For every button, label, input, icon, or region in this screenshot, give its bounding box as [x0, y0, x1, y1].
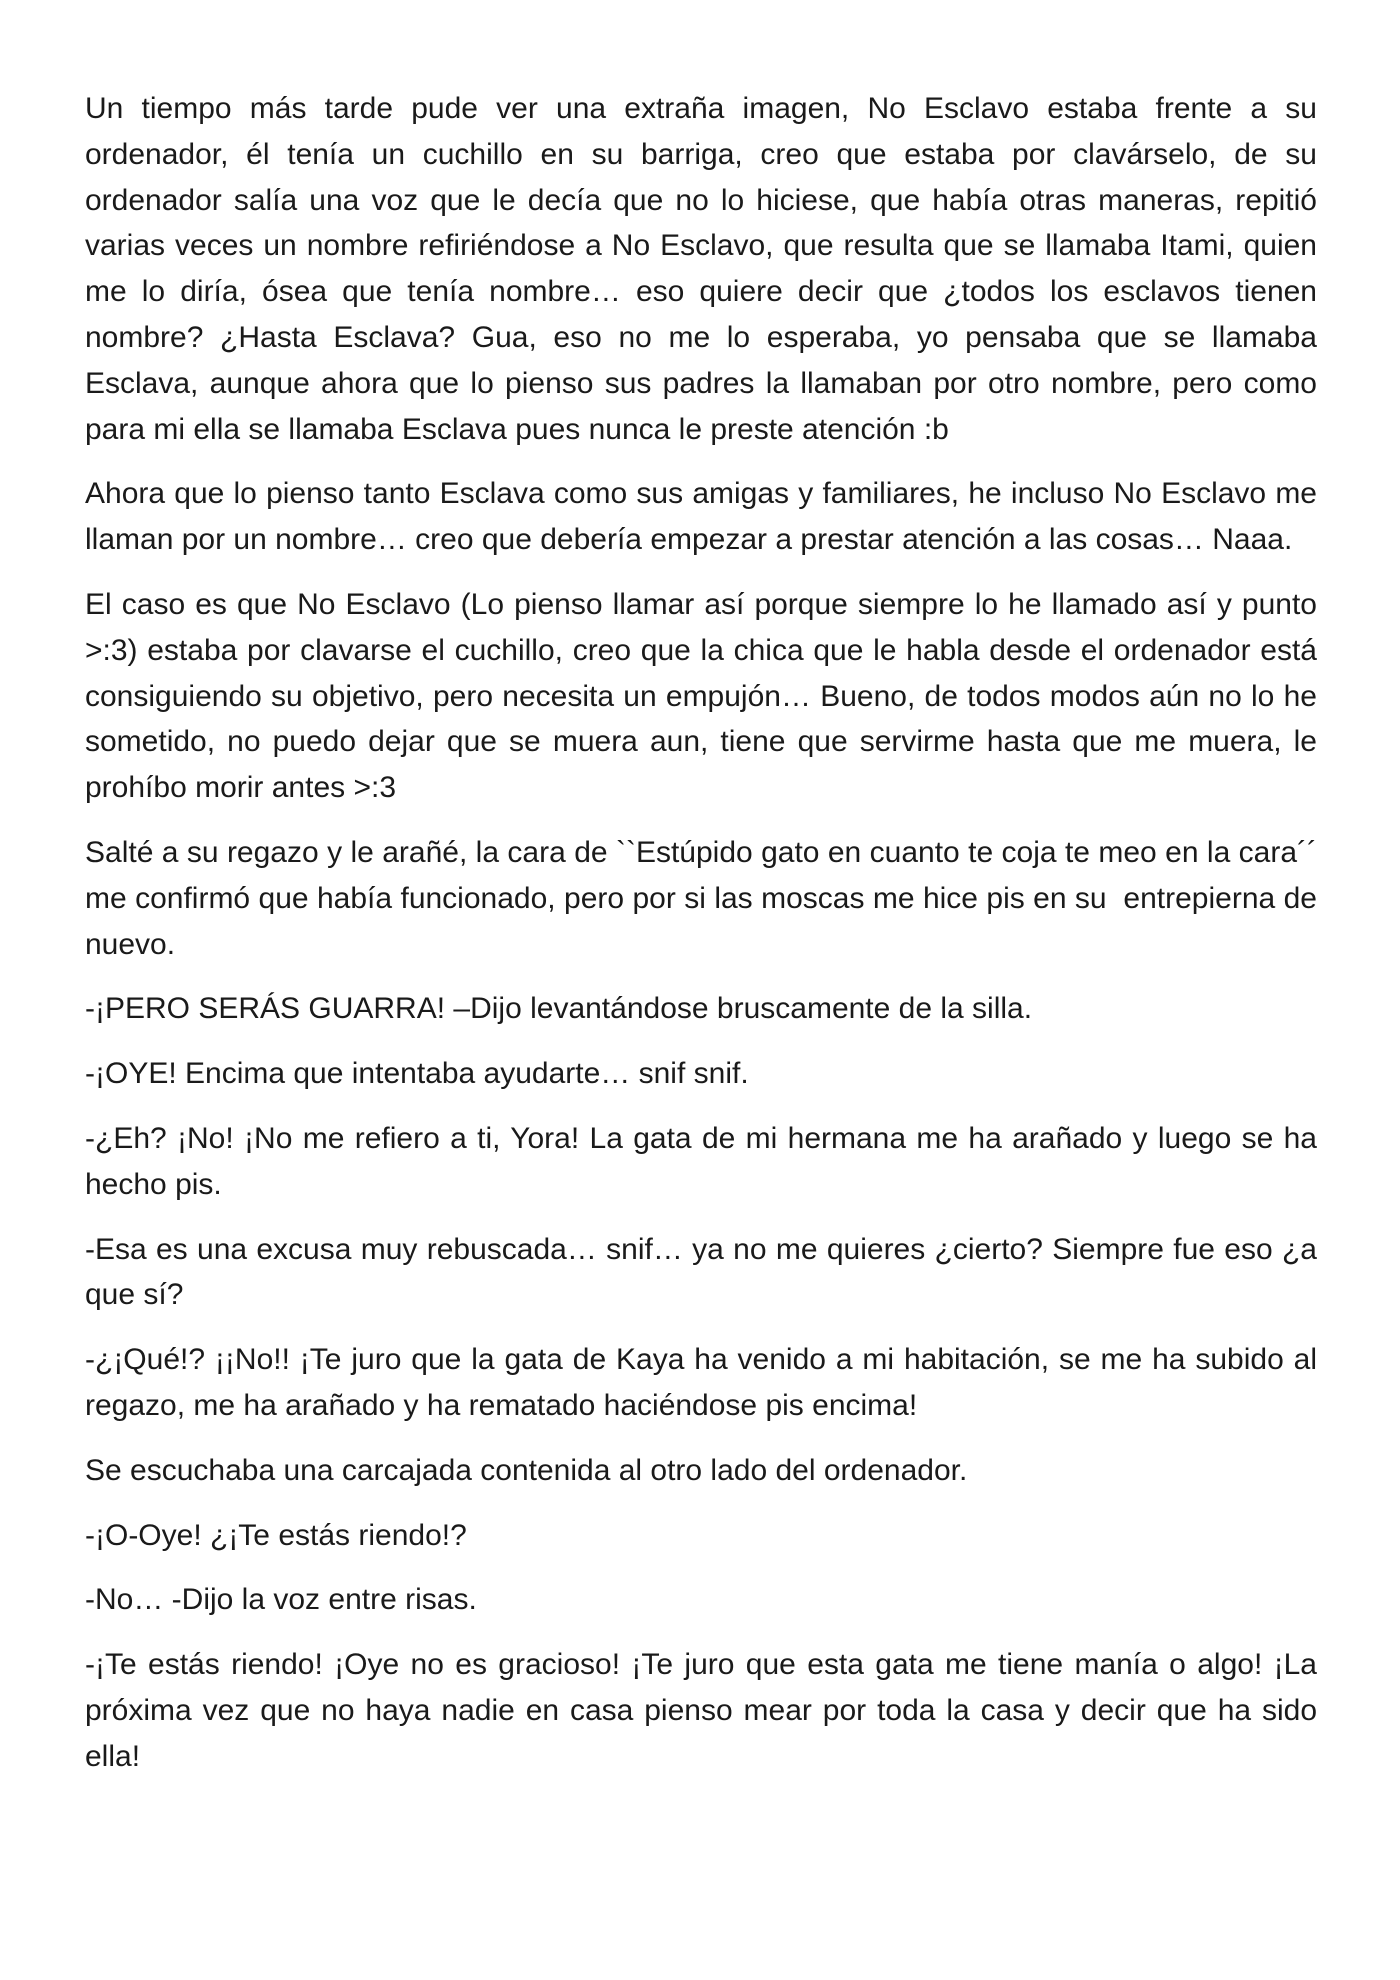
dialogue-line: -Esa es una excusa muy rebuscada… snif… ya no me quieres ¿cierto? Siempre fue eso ¿a que sí?: [85, 1232, 1326, 1312]
dialogue-line: -¡Te estás riendo! ¡Oye no es gracioso! ¡Te juro que esta gata me tiene manía o algo! ¡La próxima vez que no haya nadie en casa pienso mear por toda la casa y decir que ha sido ella!: [85, 1648, 1326, 1773]
dialogue-line: -¿¡Qué!? ¡¡No!! ¡Te juro que la gata de Kaya ha venido a mi habitación, se me ha subido al regazo, me ha arañado y ha rematado haciéndose pis encima!: [85, 1343, 1326, 1422]
paragraph: Ahora que lo pienso tanto Esclava como sus amigas y familiares, he incluso No Esclavo me llaman por un nombre… creo que debería empezar a prestar atención a las cosas… Naaa.: [85, 477, 1326, 557]
dialogue-line: -¡OYE! Encima que intentaba ayudarte… snif snif.: [85, 1057, 749, 1091]
dialogue-line: -¡PERO SERÁS GUARRA! –Dijo levantándose bruscamente de la silla.: [85, 992, 1033, 1026]
dialogue-line: -¡O-Oye! ¿¡Te estás riendo!?: [85, 1518, 467, 1552]
paragraph: Un tiempo más tarde pude ver una extraña imagen, No Esclavo estaba frente a su ordenador, él tenía un cuchillo en su barriga, creo que estaba por clavárselo, de su ordenador salía una voz que le decía que no lo hiciese, que había otras maneras, repitió varias veces un nombre refiriéndose a No Esclavo, que resulta que se llamaba Itami, quien me lo diría, ósea que tenía nombre… eso quiere decir que ¿todos los esclavos tienen nombre? ¿Hasta Esclava? Gua, eso no me lo esperaba, yo pensaba que se llamaba Esclava, aunque ahora que lo pienso sus padres la llamaban por otro nombre, pero como para mi ella se llamaba Esclava pues nunca le preste atención :b: [85, 92, 1326, 446]
paragraph: Se escuchaba una carcajada contenida al otro lado del ordenador.: [85, 1453, 968, 1487]
document-page: [85, 86, 1326, 1780]
dialogue-line: -No… -Dijo la voz entre risas.: [85, 1583, 477, 1617]
paragraph: Salté a su regazo y le arañé, la cara de ``Estúpido gato en cuanto te coja te meo en la cara´´ me confirmó que había funcionado, pero por si las moscas me hice pis en su entrepierna de nuevo.: [85, 835, 1326, 961]
dialogue-line: -¿Eh? ¡No! ¡No me refiero a ti, Yora! La gata de mi hermana me ha arañado y luego se ha hecho pis.: [85, 1121, 1326, 1201]
paragraph: El caso es que No Esclavo (Lo pienso llamar así porque siempre lo he llamado así y punto >:3) estaba por clavarse el cuchillo, creo que la chica que le habla desde el ordenador está consiguiendo su objetivo, pero necesita un empujón… Bueno, de todos modos aún no lo he sometido, no puedo dejar que se muera aun, tiene que servirme hasta que me muera, le prohíbo morir antes >:3: [85, 587, 1326, 805]
